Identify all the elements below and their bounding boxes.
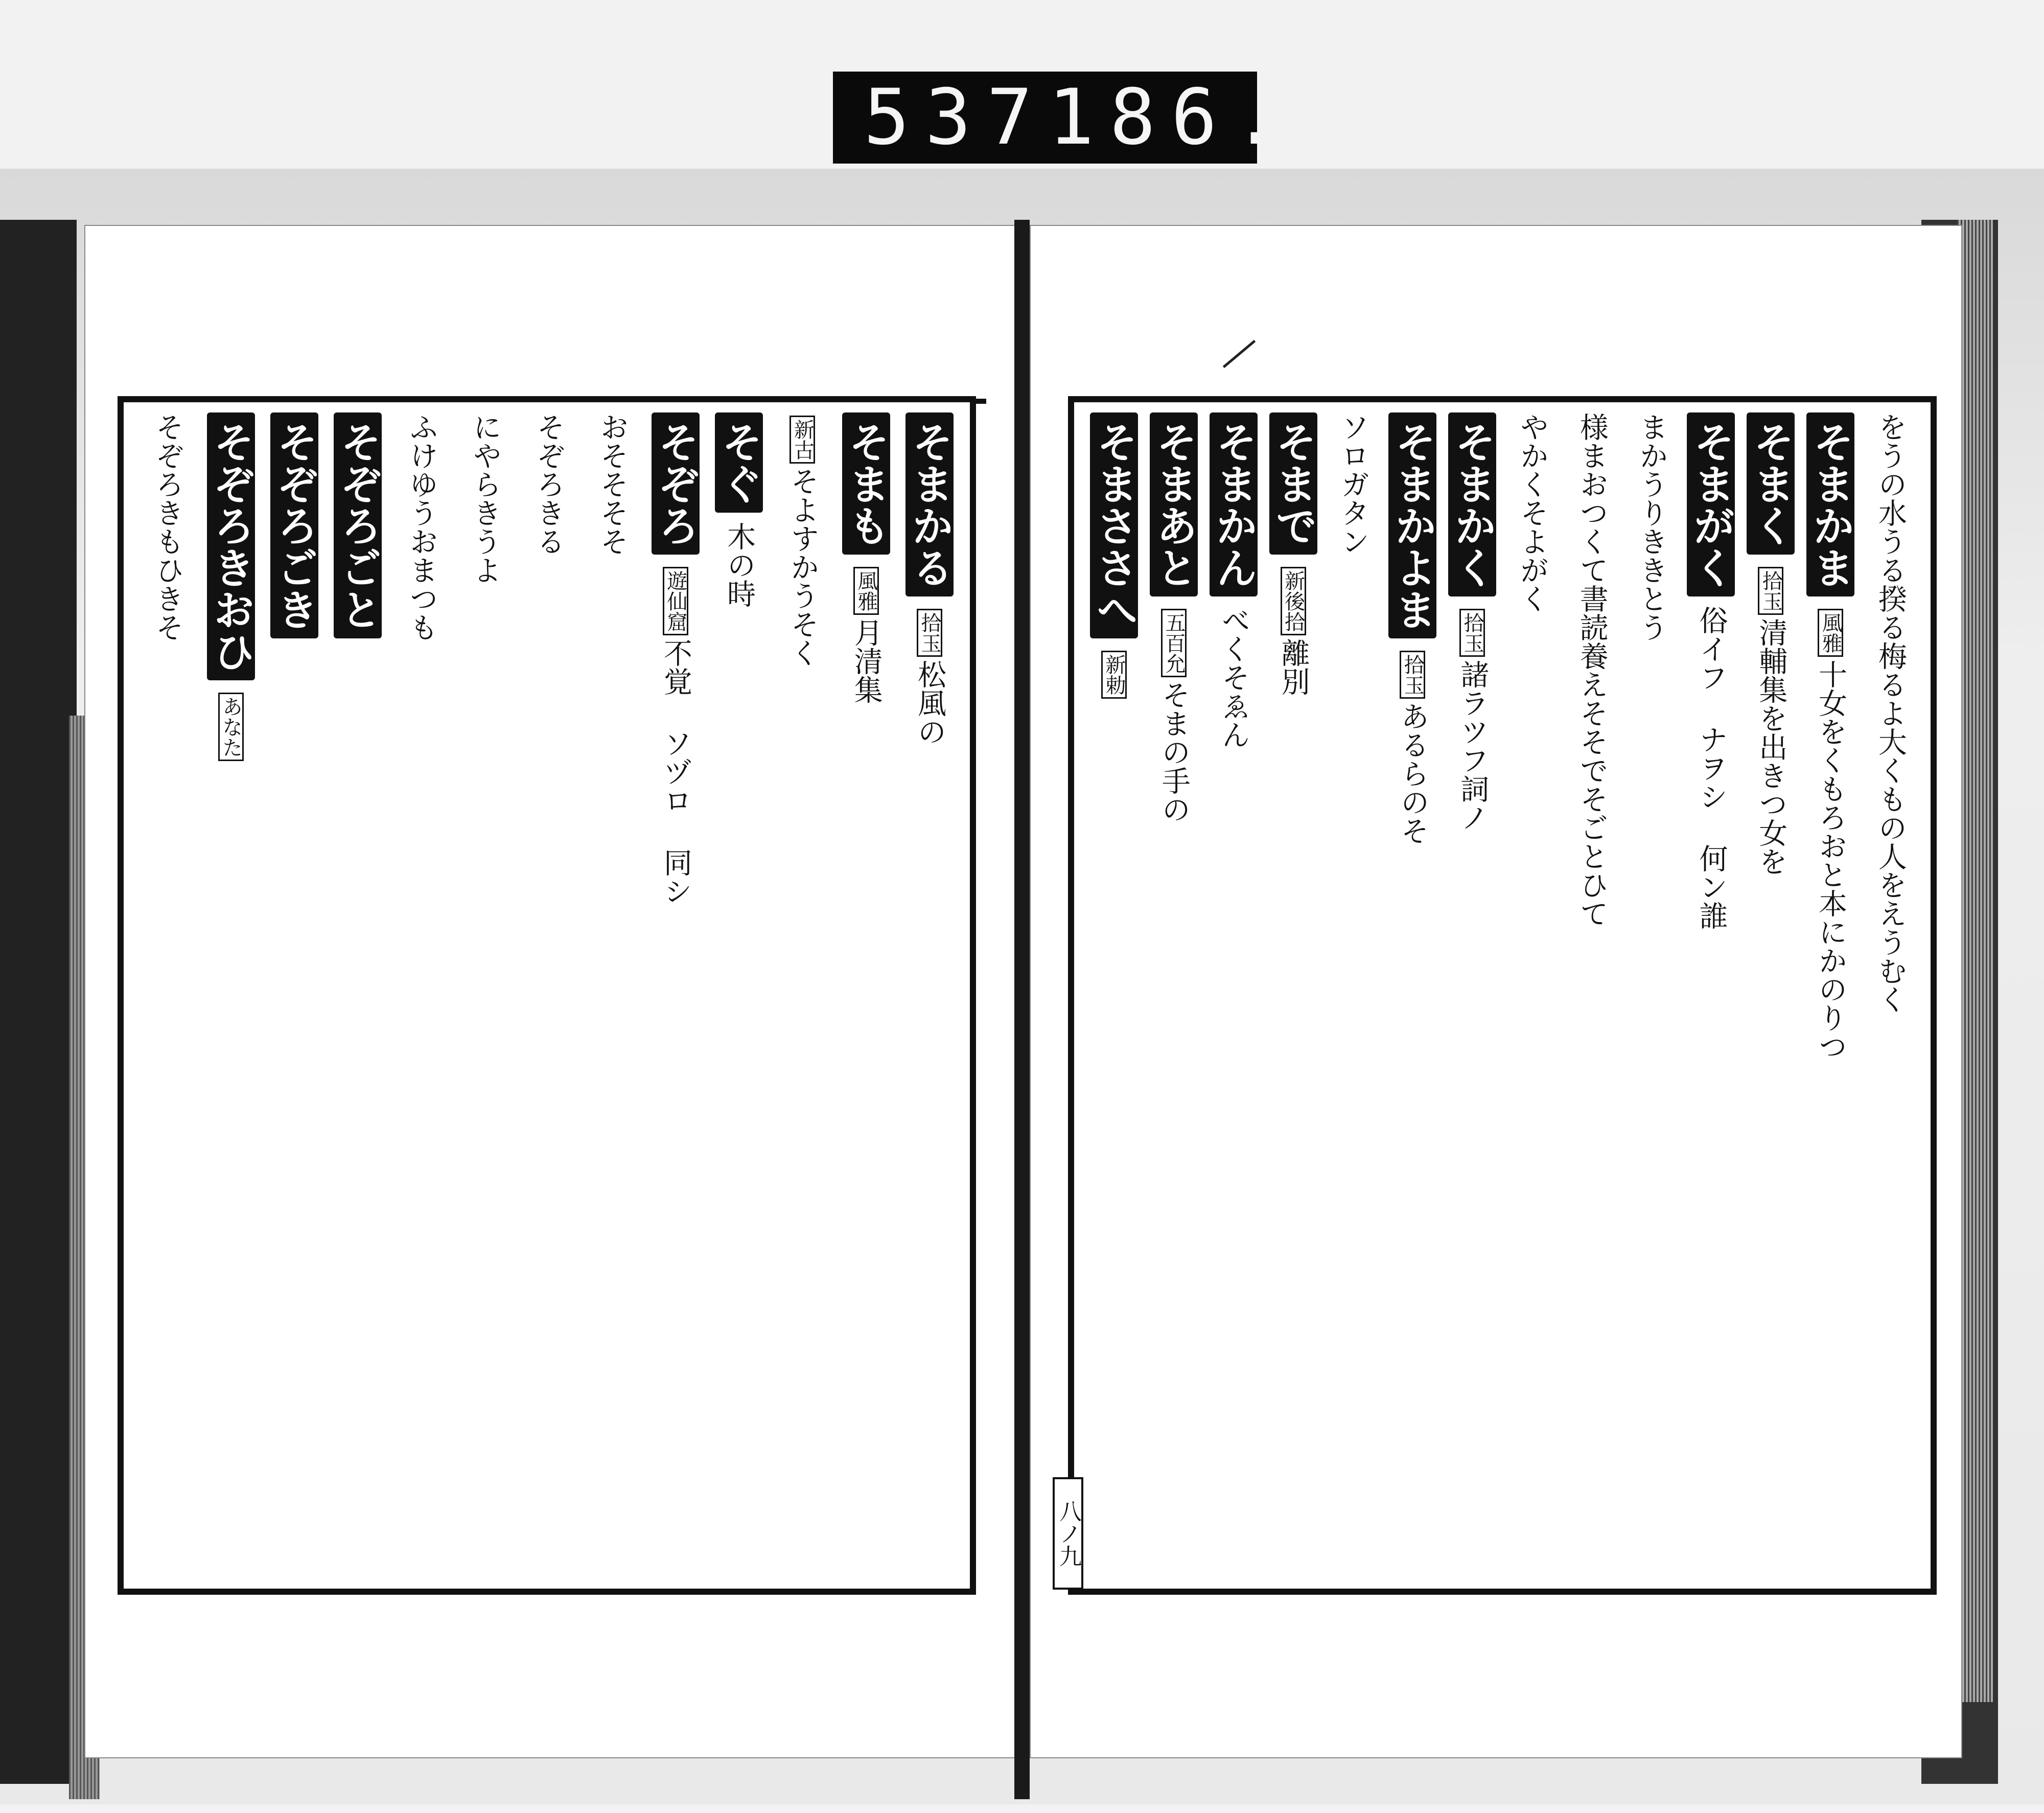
left-column bbox=[515, 412, 578, 1578]
source-reference-box: 風雅 bbox=[1818, 609, 1843, 657]
entry-text: 離別 bbox=[1276, 638, 1310, 696]
source-reference-box: 五百允 bbox=[1161, 609, 1187, 677]
source-reference-box: 新勅 bbox=[1101, 651, 1127, 699]
book-edge-left bbox=[0, 220, 77, 1784]
call-number-label bbox=[833, 72, 1294, 164]
entry-text: 月清集 bbox=[849, 618, 883, 704]
left-column bbox=[324, 412, 388, 1578]
right-column bbox=[1682, 412, 1741, 1578]
left-text-frame bbox=[118, 396, 976, 1595]
right-column bbox=[1084, 412, 1144, 1578]
headword-label: そまかる bbox=[905, 412, 954, 596]
right-column bbox=[1562, 412, 1622, 1578]
entry-text: 十女をくもろおと本にかのりつ bbox=[1814, 660, 1848, 1061]
headword-label: そまかん bbox=[1210, 412, 1258, 596]
right-column bbox=[1502, 412, 1562, 1578]
headword-label: そまかま bbox=[1806, 412, 1854, 596]
right-column bbox=[1204, 412, 1264, 1578]
right-column bbox=[1443, 412, 1502, 1578]
left-column bbox=[578, 412, 642, 1578]
left-column bbox=[832, 412, 896, 1578]
left-column bbox=[896, 412, 960, 1578]
entry-text: そよすかうそく bbox=[786, 467, 820, 667]
headword-label: そまささへ bbox=[1090, 412, 1138, 638]
right-column bbox=[1144, 412, 1204, 1578]
entry-text: をうの水うる揆る梅るよ大くもの人をえうむく bbox=[1874, 412, 1907, 1014]
right-column bbox=[1264, 412, 1323, 1578]
call-number-left: 537 bbox=[864, 73, 1048, 162]
entry-text: 清輔集を出きつ女を bbox=[1754, 618, 1788, 876]
source-reference-box: 新古 bbox=[789, 416, 815, 464]
headword-label: そまかく bbox=[1448, 412, 1496, 596]
entry-text: 様まおつくて書読養えそそでそごとひて bbox=[1575, 412, 1609, 928]
book-gutter bbox=[1014, 220, 1030, 1799]
entry-text: そぞろきる bbox=[532, 412, 566, 556]
source-reference-box: 風雅 bbox=[853, 567, 879, 615]
page-stack-right bbox=[1957, 220, 1993, 1702]
right-column bbox=[1801, 412, 1861, 1578]
entry-text: 松風の bbox=[913, 660, 946, 746]
source-reference-box: 拾玉 bbox=[1400, 651, 1425, 699]
entry-text: ソロガタン bbox=[1336, 412, 1370, 556]
entry-text: ふけゆうおまつも bbox=[405, 412, 438, 641]
source-reference-box: 遊仙窟 bbox=[663, 567, 688, 635]
left-column bbox=[388, 412, 451, 1578]
source-reference-box: 拾玉 bbox=[1459, 609, 1485, 657]
left-column bbox=[134, 412, 197, 1578]
entry-text: べくそゑん bbox=[1217, 606, 1250, 749]
headword-label: そぞろ bbox=[652, 412, 700, 555]
left-column bbox=[261, 412, 324, 1578]
left-column bbox=[642, 412, 706, 1578]
headword-label: そまも bbox=[842, 412, 890, 555]
left-column bbox=[452, 412, 515, 1578]
source-reference-box: 新後拾 bbox=[1281, 567, 1306, 635]
entry-text: やかくそよがく bbox=[1515, 412, 1549, 613]
source-reference-box: あなた bbox=[218, 693, 244, 761]
right-text-frame bbox=[1068, 396, 1937, 1595]
source-reference-box: 拾玉 bbox=[1758, 567, 1783, 615]
headword-label: そぐ bbox=[715, 412, 763, 513]
left-column bbox=[197, 412, 261, 1578]
headword-label: そぞろごと bbox=[334, 412, 382, 638]
entry-text: おそそそそ bbox=[595, 412, 629, 556]
right-column bbox=[1861, 412, 1920, 1578]
entry-text: 木の時 bbox=[723, 522, 756, 608]
right-column bbox=[1323, 412, 1383, 1578]
source-reference-box: 拾玉 bbox=[917, 609, 942, 657]
headword-label: そまかよま bbox=[1388, 412, 1436, 638]
headword-label: そぞろきおひ bbox=[207, 412, 255, 680]
entry-text: そまの手の bbox=[1157, 680, 1191, 823]
headword-label: そまあと bbox=[1150, 412, 1198, 596]
entry-text: 不覚 ソヅロ 同シ bbox=[659, 638, 692, 905]
left-column bbox=[706, 412, 769, 1578]
entry-text: にやらきうよ bbox=[468, 412, 502, 584]
headword-label: そまがく bbox=[1687, 412, 1735, 596]
call-number-right: 186. bbox=[1048, 73, 1294, 162]
entry-text: そぞろきもひきそ bbox=[151, 412, 184, 641]
right-column bbox=[1383, 412, 1443, 1578]
entry-text: 諸ラツフ詞ノ bbox=[1456, 660, 1490, 832]
entry-text: あるらのそ bbox=[1396, 702, 1430, 845]
page-number: 八ノ九 bbox=[1053, 1477, 1083, 1590]
headword-label: そぞろごき bbox=[270, 412, 318, 638]
entry-text: まかうりききとう bbox=[1635, 412, 1668, 641]
right-column bbox=[1622, 412, 1682, 1578]
entry-text: 俗イフ ナヲシ 何ン誰 bbox=[1694, 606, 1728, 930]
right-column bbox=[1741, 412, 1801, 1578]
headword-label: そまく bbox=[1747, 412, 1795, 555]
left-column bbox=[769, 412, 832, 1578]
headword-label: そまで bbox=[1269, 412, 1317, 555]
